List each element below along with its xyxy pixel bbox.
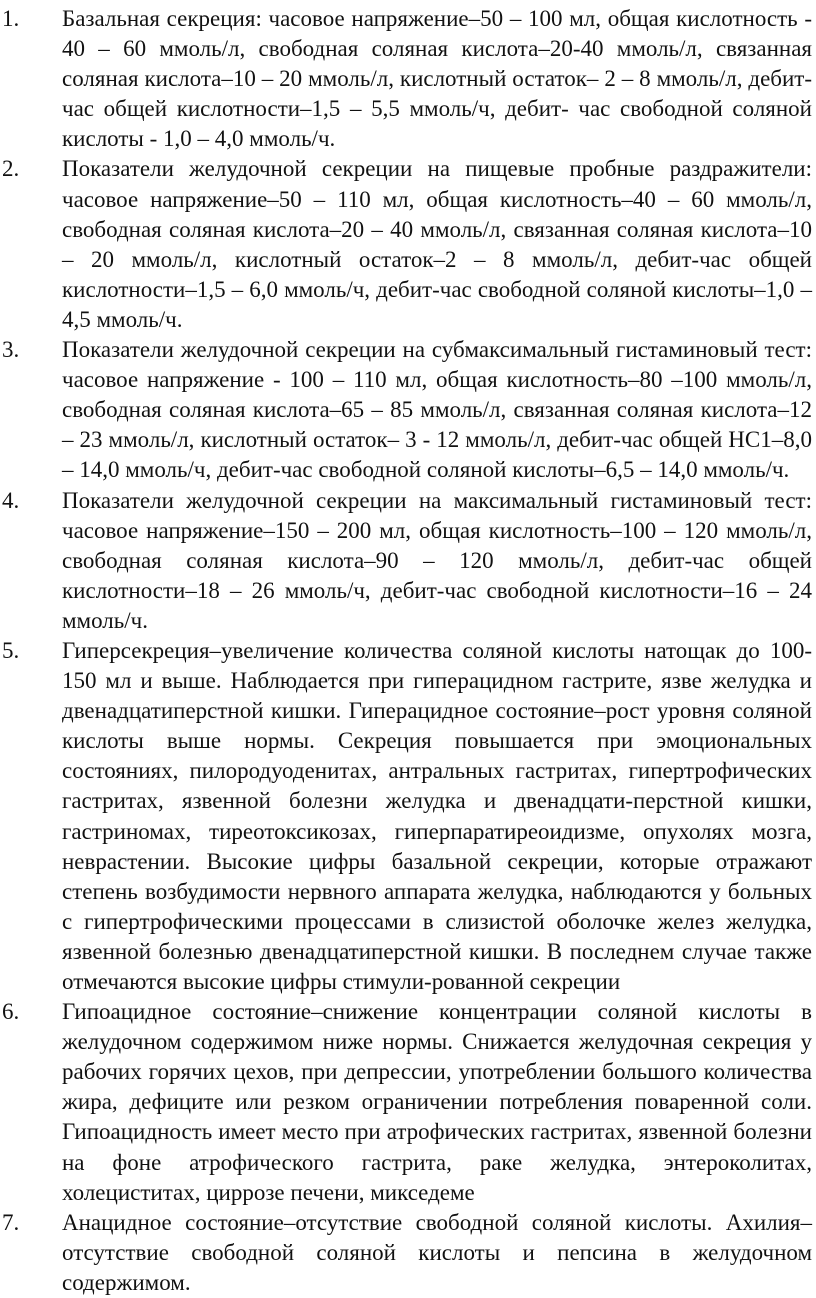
list-item-number: 4. bbox=[2, 487, 20, 513]
list-item-number: 5. bbox=[2, 637, 20, 663]
list-item-text: Анацидное состояние–отсутствие свободной соляной кислоты. Ахилия–отсутствие свободной соляной кислоты и пепсина в желудочном содержимом. bbox=[62, 1209, 812, 1295]
list-item-number: 1. bbox=[2, 6, 20, 31]
list-item-text: Показатели желудочной секреции на максимальный гистаминовый тест: часовое напряжение–150 – 200 мл, общая кислотность–100 – 120 ммоль/л, свободная соляная кислота–90 – 120 ммоль/л, дебит-час общей кислотности–18 – 26 ммоль/ч, дебит-час свободной кислотности–16 – 24 ммоль/ч. bbox=[62, 487, 812, 633]
list-item-1 bbox=[0, 4, 812, 154]
list-item-2 bbox=[0, 154, 812, 335]
list-item-text: Гиперсекреция–увеличение количества соляной кислоты натощак до 100-150 мл и выше. Наблюдается при гиперацидном гастрите, язве желудка и двенадцатиперстной кишки. Гиперацидное состояние–рост уровня соляной кислоты выше нормы. Секреция повышается при эмоциональных состояниях, пилородуоденитах, антральных гастритах, гипертрофических гастритах, язвенной болезни желудка и двенадцати-перстной кишки, гастриномах, тиреотоксикозах, гиперпаратиреоидизме, опухолях мозга, неврастении. Высокие цифры базальной секреции, которые отражают степень возбудимости нервного аппарата желудка, наблюдаются у больных с гипертрофическими процессами в слизистой оболочке желез желудка, язвенной болезнью двенадцатиперстной кишки. В последнем случае также отмечаются высокие цифры стимули-рованной секреции bbox=[62, 637, 812, 994]
list-item-4 bbox=[0, 486, 812, 636]
list-item-number: 6. bbox=[2, 999, 20, 1025]
list-item-7 bbox=[0, 1208, 812, 1298]
list-item-text: Показатели желудочной секреции на субмаксимальный гистаминовый тест: часовое напряжение - 100 – 110 мл, общая кислотность–80 –100 ммоль/л, свободная соляная кислота–65 – 85 ммоль/л, связанная соляная кислота–12 – 23 ммоль/л, кислотный остаток– 3 - 12 ммоль/л, дебит-час общей НС1–8,0 – 14,0 ммоль/ч, дебит-час свободной соляной кислоты–6,5 – 14,0 ммоль/ч. bbox=[62, 337, 812, 483]
list-item-number: 7. bbox=[2, 1209, 20, 1235]
list-item-3 bbox=[0, 335, 812, 485]
numbered-list bbox=[0, 4, 812, 1298]
list-item-text: Показатели желудочной секреции на пищевые пробные раздражители: часовое напряжение–50 – 110 мл, общая кислотность–40 – 60 ммоль/л, свободная соляная кислота–20 – 40 ммоль/л, связанная соляная кислота–10 – 20 ммоль/л, кислотный остаток–2 – 8 ммоль/л, дебит-час общей кислотности–1,5 – 6,0 ммоль/ч, дебит-час свободной соляной кислоты–1,0 – 4,5 ммоль/ч. bbox=[62, 156, 812, 332]
list-item-5 bbox=[0, 636, 812, 997]
list-item-text: Гипоацидное состояние–снижение концентрации соляной кислоты в желудочном содержимом ниже нормы. Снижается желудочная секреция у рабочих горячих цехов, при депрессии, употреблении большого количества жира, дефиците или резком ограничении потребления поваренной соли. Гипоацидность имеет место при атрофических гастритах, язвенной болезни на фоне атрофического гастрита, раке желудка, энтероколитах, холециститах, циррозе печени, микседеме bbox=[62, 999, 812, 1205]
list-item-text: Базальная секреция: часовое напряжение–50 – 100 мл, общая кислотность - 40 – 60 ммоль/л, свободная соляная кислота–20-40 ммоль/л, связанная соляная кислота–10 – 20 ммоль/л, кислотный остаток– 2 – 8 ммоль/л, дебит-час общей кислотности–1,5 – 5,5 ммоль/ч, дебит- час свободной соляной кислоты - 1,0 – 4,0 ммоль/ч. bbox=[62, 6, 812, 152]
list-item-6 bbox=[0, 997, 812, 1208]
list-item-number: 2. bbox=[2, 156, 20, 182]
list-item-number: 3. bbox=[2, 337, 20, 363]
